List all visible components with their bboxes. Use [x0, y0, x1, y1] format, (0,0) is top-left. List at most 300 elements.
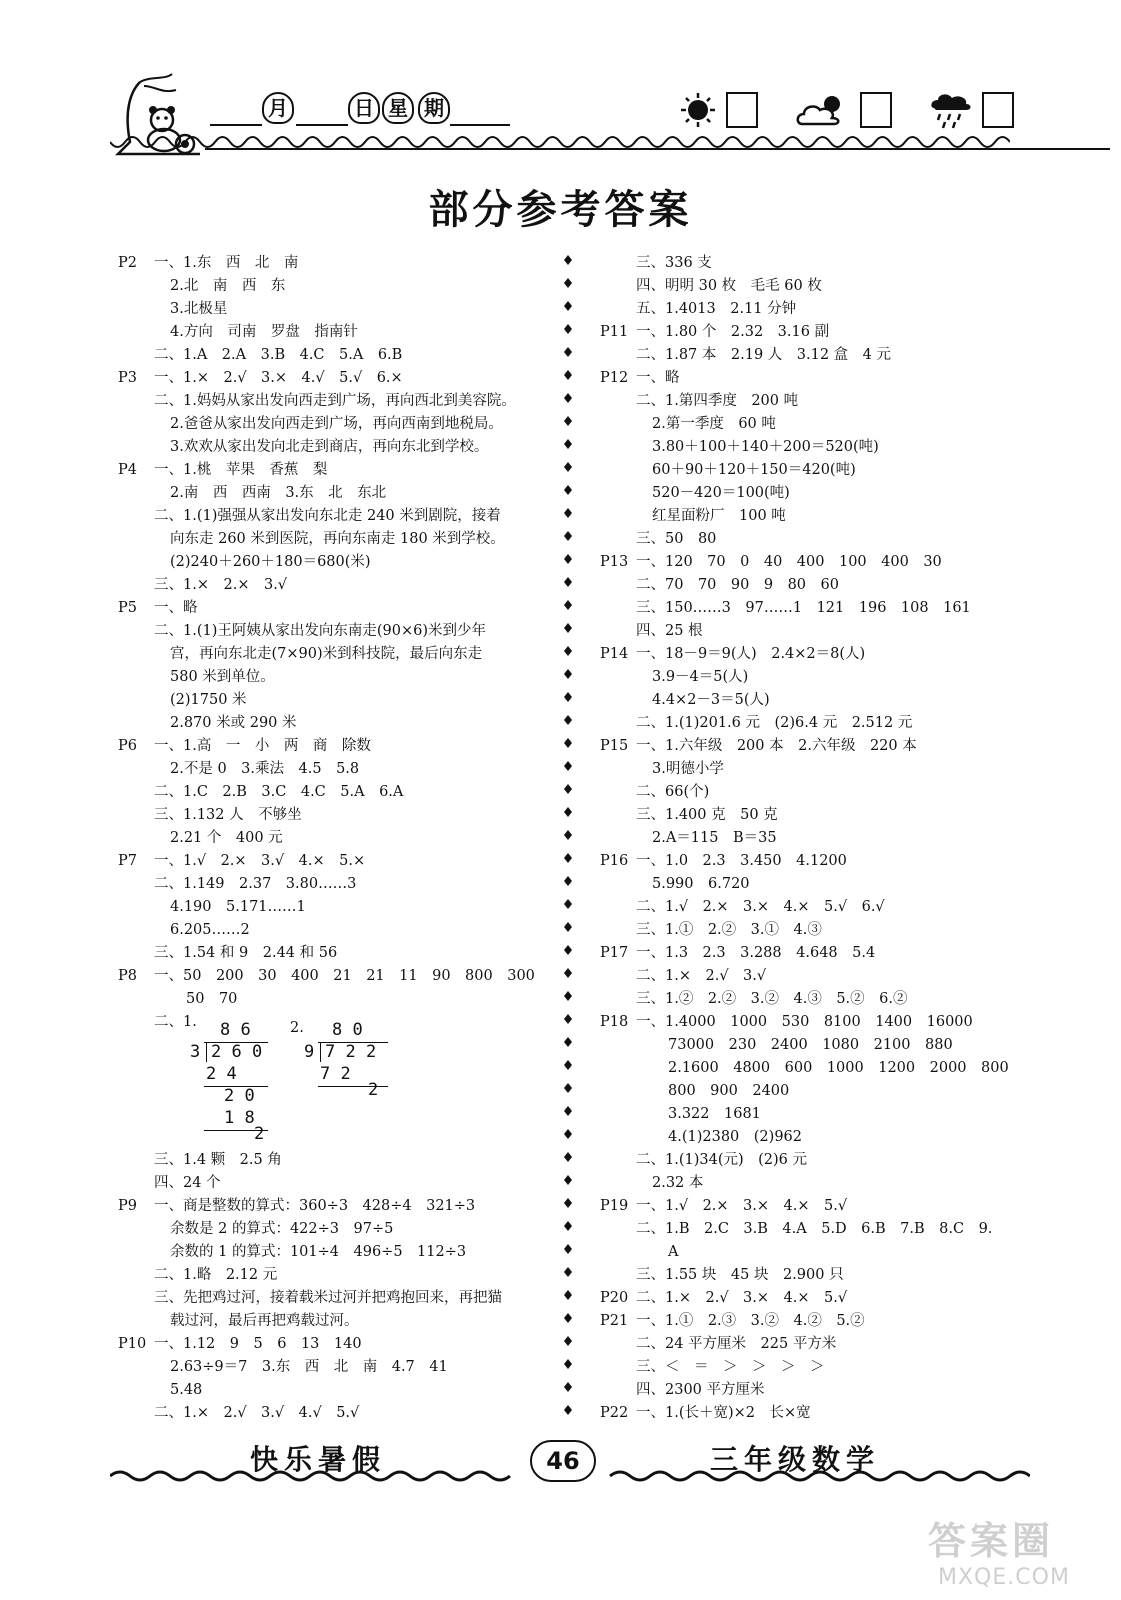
- divider-diamond: [564, 1382, 572, 1392]
- page-ref: P12: [600, 370, 629, 386]
- answer-line: [118, 1379, 548, 1402]
- answer-text: 二、66(个): [636, 784, 710, 800]
- answer-line: [600, 1126, 1030, 1149]
- answer-line: [118, 275, 548, 298]
- answer-text: 载过河，最后再把鸡载过河。: [170, 1313, 359, 1329]
- divider-diamond: [564, 669, 572, 679]
- watermark-url: MXQE.COM: [938, 1565, 1070, 1590]
- answer-line: [600, 1195, 1030, 1218]
- answer-line: [600, 712, 1030, 735]
- answer-text: 一、1.√ 2.× 3.× 4.× 5.√: [636, 1198, 848, 1214]
- answer-text: 二、1.√ 2.× 3.× 4.× 5.√ 6.√: [636, 899, 885, 915]
- answer-line: [600, 1057, 1030, 1080]
- answer-line: [600, 850, 1030, 873]
- page-number: 46: [530, 1440, 596, 1482]
- answer-line: [600, 1333, 1030, 1356]
- page-ref: P18: [600, 1014, 629, 1030]
- answer-text: 三、1.132 人 不够坐: [154, 807, 302, 823]
- weekday-field: [382, 96, 510, 128]
- answer-text: 73000 230 2400 1080 2100 880: [668, 1037, 953, 1053]
- answer-line: [600, 965, 1030, 988]
- answer-text: 二、1.149 2.37 3.80……3: [154, 876, 357, 892]
- answer-text: 一、18－9＝9(人) 2.4×2＝8(人): [636, 646, 866, 662]
- answer-line: [118, 1241, 548, 1264]
- footer-series-title: 快乐暑假: [250, 1443, 387, 1476]
- answer-line: [118, 643, 548, 666]
- answer-text: 向东走 260 米到医院，再向东南走 180 米到学校。: [170, 531, 505, 547]
- page-ref: P17: [600, 945, 629, 961]
- divider-diamond: [564, 1267, 572, 1277]
- cloudy-checkbox[interactable]: [860, 92, 892, 128]
- answer-line: [118, 712, 548, 735]
- divider-diamond: [564, 1244, 572, 1254]
- answer-line: [600, 1241, 1030, 1264]
- answer-line: [118, 988, 548, 1011]
- answer-text: 三、1.× 2.× 3.√: [154, 577, 288, 593]
- answer-line: [600, 321, 1030, 344]
- answer-text: 3.欢欢从家出发向北走到商店，再向东北到学校。: [170, 439, 489, 455]
- answer-line: [600, 436, 1030, 459]
- answer-text: 二、1.C 2.B 3.C 4.C 5.A 6.A: [154, 784, 404, 800]
- answer-line: [600, 574, 1030, 597]
- answer-text: 三、＜ ＝ ＞ ＞ ＞ ＞: [636, 1359, 825, 1375]
- answer-line: [600, 643, 1030, 666]
- watermark-logo-text: 答案圈: [928, 1519, 1055, 1563]
- answer-text: 一、1.× 2.√ 3.× 4.√ 5.√ 6.×: [154, 370, 403, 386]
- answer-line: [118, 1195, 548, 1218]
- answer-line: [118, 850, 548, 873]
- answer-line: [600, 298, 1030, 321]
- divider-diamond: [564, 1359, 572, 1369]
- weekday-label-1: 星: [382, 92, 414, 124]
- answer-line: [118, 1356, 548, 1379]
- answer-line: [600, 1149, 1030, 1172]
- answer-text: 四、明明 30 枚 毛毛 60 枚: [636, 278, 822, 294]
- answer-line: [600, 528, 1030, 551]
- answer-text: 800 900 2400: [668, 1083, 790, 1099]
- answer-text: 2.21 个 400 元: [170, 830, 283, 846]
- divider-diamond: [564, 508, 572, 518]
- answer-line: [600, 804, 1030, 827]
- answer-text: 6.205……2: [170, 922, 250, 938]
- page-ref: P2: [118, 255, 137, 271]
- answer-text: 二、1.A 2.A 3.B 4.C 5.A 6.B: [154, 347, 403, 363]
- step-1a: 2 4: [206, 1064, 237, 1084]
- answer-line: [118, 528, 548, 551]
- page-ref: P3: [118, 370, 137, 386]
- answer-text: 三、150……3 97……1 121 196 108 161: [636, 600, 971, 616]
- sunny-checkbox[interactable]: [726, 92, 758, 128]
- answer-line: [600, 758, 1030, 781]
- answer-text: 二、1.略 2.12 元: [154, 1267, 278, 1283]
- divider-diamond: [564, 1060, 572, 1070]
- divider-diamond: [564, 738, 572, 748]
- answer-text: 二、1.妈妈从家出发向西走到广场，再向西北到美容院。: [154, 393, 516, 409]
- page-ref: P22: [600, 1405, 629, 1421]
- answer-line: [118, 781, 548, 804]
- month-field: [210, 96, 294, 128]
- divider-diamond: [564, 1152, 572, 1162]
- answer-line: [600, 275, 1030, 298]
- answer-line: [118, 896, 548, 919]
- answer-text: 一、1.0 2.3 3.450 4.1200: [636, 853, 847, 869]
- answer-text: 60＋90＋120＋150＝420(吨): [652, 462, 856, 478]
- divider-diamond: [564, 623, 572, 633]
- answer-text: 二、1.第四季度 200 吨: [636, 393, 799, 409]
- answer-line: [600, 1011, 1030, 1034]
- answer-text: 二、24 平方厘米 225 平方米: [636, 1336, 837, 1352]
- answer-line: [600, 505, 1030, 528]
- answer-text: 余数是 2 的算式：422÷3 97÷5: [170, 1221, 394, 1237]
- month-label: 月: [262, 92, 294, 124]
- divider-diamond: [564, 1175, 572, 1185]
- answer-text: 二、1.× 2.√ 3.√ 4.√ 5.√: [154, 1405, 360, 1421]
- answer-text: 三、1.4 颗 2.5 角: [154, 1152, 282, 1168]
- answer-line: [118, 1149, 548, 1172]
- answer-text: 余数的 1 的算式：101÷4 496÷5 112÷3: [170, 1244, 467, 1260]
- answer-line: [600, 942, 1030, 965]
- answer-text: 二、1.(1)34(元) (2)6 元: [636, 1152, 808, 1168]
- answer-line: [118, 1287, 548, 1310]
- remainder-1: 2: [254, 1124, 265, 1144]
- divider-diamond: [564, 922, 572, 932]
- divider-diamond: [564, 991, 572, 1001]
- answer-line: [118, 344, 548, 367]
- dividend-1: 2 6 0: [206, 1042, 262, 1062]
- divider-diamond: [564, 554, 572, 564]
- answer-text: 一、1.① 2.③ 3.② 4.② 5.②: [636, 1313, 865, 1329]
- quotient-2: 8 0: [332, 1020, 363, 1040]
- answer-line: [600, 344, 1030, 367]
- divider-diamond: [564, 416, 572, 426]
- weekday-blank: [450, 98, 510, 126]
- divider-diamond: [564, 1405, 572, 1415]
- answer-text: 三、1.54 和 9 2.44 和 56: [154, 945, 338, 961]
- answer-text: (2)240＋260＋180＝680(米): [170, 554, 371, 570]
- page-ref: P9: [118, 1198, 137, 1214]
- divider-diamond: [564, 1014, 572, 1024]
- answer-line: [600, 896, 1030, 919]
- answer-line: [600, 482, 1030, 505]
- answer-text: 一、1.4000 1000 530 8100 1400 16000: [636, 1014, 973, 1030]
- answer-line: [600, 781, 1030, 804]
- remainder-2: 2: [368, 1080, 379, 1100]
- answer-text: 一、50 200 30 400 21 21 11 90 800 300: [154, 968, 535, 984]
- divider-diamond: [564, 1290, 572, 1300]
- quotient-1: 8 6: [220, 1020, 251, 1040]
- answer-line: [118, 919, 548, 942]
- step-1b: 1 8: [224, 1108, 255, 1128]
- answer-line: [600, 551, 1030, 574]
- answer-line: [118, 482, 548, 505]
- answer-line: [600, 1356, 1030, 1379]
- sun-icon: [680, 92, 716, 128]
- footer-wave-border: [110, 1468, 1030, 1484]
- answer-text: 一、120 70 0 40 400 100 400 30: [636, 554, 942, 570]
- answer-text: 二、1.B 2.C 3.B 4.A 5.D 6.B 7.B 8.C 9.: [636, 1221, 993, 1237]
- answer-line: [118, 1310, 548, 1333]
- answer-text: 2.63÷9＝7 3.东 西 北 南 4.7 41: [170, 1359, 448, 1375]
- answer-text: 二、1.(1)王阿姨从家出发向东南走(90×6)米到少年: [154, 623, 487, 639]
- answer-line: [118, 965, 548, 988]
- answer-text: 一、1.80 个 2.32 3.16 副: [636, 324, 830, 340]
- answer-line: [600, 390, 1030, 413]
- answer-text: 宫，再向东北走(7×90)米到科技院，最后向东走: [170, 646, 483, 662]
- divider-diamond: [564, 531, 572, 541]
- division-2-label: 2.: [290, 1020, 304, 1036]
- answer-line: [600, 735, 1030, 758]
- divider-diamond: [564, 301, 572, 311]
- answer-line: [118, 436, 548, 459]
- watermark: [928, 1510, 1118, 1590]
- rainy-checkbox[interactable]: [982, 92, 1014, 128]
- divider-diamond: [564, 462, 572, 472]
- answer-line: [118, 459, 548, 482]
- divider-diamond: [564, 278, 572, 288]
- divider-diamond: [564, 347, 572, 357]
- page-ref: P14: [600, 646, 629, 662]
- answer-line: [600, 689, 1030, 712]
- answer-text: 2.870 米或 290 米: [170, 715, 297, 731]
- answers-left-column: [118, 252, 548, 1425]
- answer-text: 二、1.× 2.√ 3.√: [636, 968, 767, 984]
- answer-line: [118, 620, 548, 643]
- answer-line: [118, 1264, 548, 1287]
- answer-text: (2)1750 米: [170, 692, 247, 708]
- answer-text: 4.4×2－3＝5(人): [652, 692, 770, 708]
- answer-text: 三、1.400 克 50 克: [636, 807, 778, 823]
- divider-diamond: [564, 1083, 572, 1093]
- divider-diamond: [564, 945, 572, 955]
- weekday-label-2: 期: [418, 92, 450, 124]
- page-ref: P13: [600, 554, 629, 570]
- answers-right-column: [600, 252, 1030, 1425]
- footer-subject: 三年级数学: [710, 1443, 881, 1476]
- answer-line: [600, 1172, 1030, 1195]
- divider-diamond: [564, 692, 572, 702]
- divider-diamond: [564, 784, 572, 794]
- answer-text: 三、1.55 块 45 块 2.900 只: [636, 1267, 844, 1283]
- answer-text: 4.方向 司南 罗盘 指南针: [170, 324, 358, 340]
- answer-text: 一、1.3 2.3 3.288 4.648 5.4: [636, 945, 876, 961]
- divider-diamond: [564, 853, 572, 863]
- divider-diamond: [564, 1336, 572, 1346]
- answer-text: 三、336 支: [636, 255, 712, 271]
- answer-line: [118, 1218, 548, 1241]
- answer-line: [600, 1218, 1030, 1241]
- answer-text: 2.32 本: [652, 1175, 704, 1191]
- answer-text: 一、1.12 9 5 6 13 140: [154, 1336, 362, 1352]
- answer-text: 三、先把鸡过河，接着载米过河并把鸡抱回来，再把猫: [154, 1290, 502, 1306]
- answer-line: [118, 942, 548, 965]
- page-ref: P10: [118, 1336, 147, 1352]
- answer-text: 一、商是整数的算式：360÷3 428÷4 321÷3: [154, 1198, 476, 1214]
- answer-line: [118, 827, 548, 850]
- page-ref: P5: [118, 600, 137, 616]
- answer-text: 一、1.六年级 200 本 2.六年级 220 本: [636, 738, 917, 754]
- divider-diamond: [564, 393, 572, 403]
- answer-text: 二、1.(1)强强从家出发向东北走 240 米到剧院，接着: [154, 508, 501, 524]
- answer-line: [600, 1402, 1030, 1425]
- divider-diamond: [564, 1106, 572, 1116]
- answer-line: [118, 1333, 548, 1356]
- answer-line: [600, 1287, 1030, 1310]
- answer-line: [118, 597, 548, 620]
- answer-text: 三、50 80: [636, 531, 717, 547]
- answer-text: 2.1600 4800 600 1000 1200 2000 800: [668, 1060, 1009, 1076]
- answer-text: 一、1.桃 苹果 香蕉 梨: [154, 462, 328, 478]
- step-2a: 7 2: [320, 1064, 351, 1084]
- answer-text: 二、1.× 2.√ 3.× 4.× 5.√: [636, 1290, 848, 1306]
- answer-text: 四、2300 平方厘米: [636, 1382, 765, 1398]
- answer-text: 四、24 个: [154, 1175, 221, 1191]
- answer-line: [600, 1103, 1030, 1126]
- answer-text: 2.不是 0 3.乘法 4.5 5.8: [170, 761, 360, 777]
- divider-diamond: [564, 807, 572, 817]
- answer-line: [118, 574, 548, 597]
- page-ref: P15: [600, 738, 629, 754]
- answer-line: [118, 873, 548, 896]
- divider-diamond: [564, 1221, 572, 1231]
- answer-line: [600, 1310, 1030, 1333]
- divider-diamond: [564, 324, 572, 334]
- divider-diamond: [564, 1037, 572, 1047]
- answer-text: 5.990 6.720: [652, 876, 750, 892]
- answer-line: [118, 1402, 548, 1425]
- answer-text: 4.(1)2380 (2)962: [668, 1129, 802, 1145]
- answer-text: 红星面粉厂 100 吨: [652, 508, 786, 524]
- answer-text: 2.第一季度 60 吨: [652, 416, 776, 432]
- answer-line: [118, 735, 548, 758]
- divider-diamond: [564, 761, 572, 771]
- answer-text: 一、1.东 西 北 南: [154, 255, 299, 271]
- answer-line: [600, 597, 1030, 620]
- answer-text: 2.爸爸从家出发向西走到广场，再向西南到地税局。: [170, 416, 503, 432]
- month-blank: [210, 98, 262, 126]
- answer-line: [600, 252, 1030, 275]
- divider-diamond: [564, 1129, 572, 1139]
- answer-text: 2.北 南 西 东: [170, 278, 286, 294]
- header-scallop-border: [110, 136, 1010, 154]
- answer-line: [600, 1264, 1030, 1287]
- page-ref: P20: [600, 1290, 629, 1306]
- page-ref: P16: [600, 853, 629, 869]
- divider-diamond: [564, 600, 572, 610]
- answer-line: [118, 689, 548, 712]
- divisor-1: 3: [190, 1042, 201, 1062]
- divider-diamond: [564, 485, 572, 495]
- column-divider-dots: [562, 250, 574, 1430]
- divider-diamond: [564, 715, 572, 725]
- divider-diamond: [564, 1198, 572, 1208]
- answer-line: [118, 666, 548, 689]
- answer-line: [118, 551, 548, 574]
- answer-line: [118, 298, 548, 321]
- answer-line: [118, 758, 548, 781]
- answer-text: 二、1.87 本 2.19 人 3.12 盒 4 元: [636, 347, 892, 363]
- day-label: 日: [348, 92, 380, 124]
- answer-line: [118, 804, 548, 827]
- answer-text: 2.A＝115 B＝35: [652, 830, 777, 846]
- answer-line: [118, 321, 548, 344]
- long-division-work: [190, 1020, 410, 1145]
- divider-diamond: [564, 830, 572, 840]
- answer-line: [600, 459, 1030, 482]
- page-ref: P19: [600, 1198, 629, 1214]
- answer-text: 一、1.(长＋宽)×2 长×宽: [636, 1405, 811, 1421]
- divider-diamond: [564, 370, 572, 380]
- answer-line: [600, 1379, 1030, 1402]
- page-ref: P21: [600, 1313, 629, 1329]
- answer-line: [600, 413, 1030, 436]
- divider-diamond: [564, 255, 572, 265]
- answer-text: 五、1.4013 2.11 分钟: [636, 301, 797, 317]
- answer-line: [118, 413, 548, 436]
- answer-line: [600, 919, 1030, 942]
- divider-diamond: [564, 899, 572, 909]
- page-ref: P7: [118, 853, 137, 869]
- answer-line: [600, 620, 1030, 643]
- divider-diamond: [564, 876, 572, 886]
- day-field: [296, 96, 380, 128]
- answer-text: 580 米到单位。: [170, 669, 275, 685]
- divisor-2: 9: [304, 1042, 315, 1062]
- answer-text: 一、略: [636, 370, 680, 386]
- answer-line: [118, 367, 548, 390]
- answer-line: [600, 827, 1030, 850]
- answer-text: 3.9－4＝5(人): [652, 669, 749, 685]
- answer-line: [600, 873, 1030, 896]
- answer-text: 5.48: [170, 1382, 203, 1398]
- answer-text: 3.明德小学: [652, 761, 724, 777]
- answer-text: 一、略: [154, 600, 198, 616]
- answer-line: [600, 1034, 1030, 1057]
- page-title: 部分参考答案: [428, 186, 693, 233]
- answer-line: [118, 1172, 548, 1195]
- page-footer: [110, 1438, 1030, 1488]
- answer-line: [118, 252, 548, 275]
- answer-text: A: [668, 1244, 679, 1260]
- page-ref: P4: [118, 462, 137, 478]
- answer-text: 四、25 根: [636, 623, 703, 639]
- answer-text: 二、1.: [154, 1014, 197, 1030]
- answer-text: 50 70: [186, 991, 238, 1007]
- answer-text: 一、1.√ 2.× 3.√ 4.× 5.×: [154, 853, 366, 869]
- answer-text: 3.322 1681: [668, 1106, 761, 1122]
- mid-1: 2 0: [224, 1086, 255, 1106]
- divider-diamond: [564, 1313, 572, 1323]
- partly-cloudy-icon: [796, 92, 850, 128]
- answer-line: [600, 1080, 1030, 1103]
- answer-line: [600, 666, 1030, 689]
- answer-text: 二、70 70 90 9 80 60: [636, 577, 839, 593]
- answer-line: [118, 390, 548, 413]
- answer-text: 三、1.② 2.② 3.② 4.③ 5.② 6.②: [636, 991, 908, 1007]
- answer-text: 3.80＋100＋140＋200＝520(吨): [652, 439, 879, 455]
- answer-line: [600, 988, 1030, 1011]
- answer-text: 二、1.(1)201.6 元 (2)6.4 元 2.512 元: [636, 715, 913, 731]
- page-ref: P8: [118, 968, 137, 984]
- divider-diamond: [564, 439, 572, 449]
- dividend-2: 7 2 2: [320, 1042, 376, 1062]
- answer-text: 一、1.高 一 小 两 商 除数: [154, 738, 371, 754]
- divider-diamond: [564, 646, 572, 656]
- day-blank: [296, 98, 348, 126]
- answer-text: 520－420＝100(吨): [652, 485, 790, 501]
- weather-options: [680, 90, 1014, 130]
- rain-icon: [930, 90, 972, 130]
- answer-line: [600, 367, 1030, 390]
